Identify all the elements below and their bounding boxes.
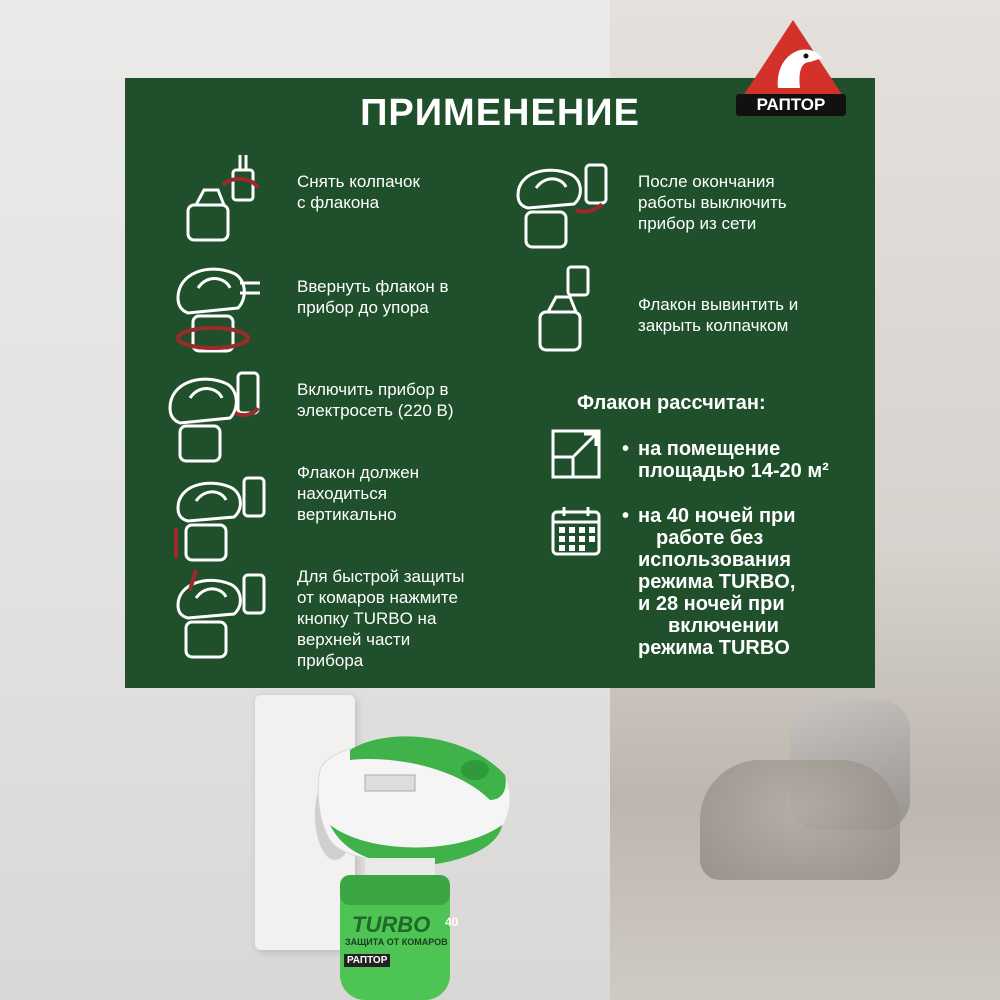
bottle-nights-label: 40 <box>445 915 459 929</box>
step-4-line-2: находиться <box>297 484 387 503</box>
step-4-line-1: Флакон должен <box>297 463 420 482</box>
step-2-text <box>297 276 449 318</box>
step-6-line-1: После окончания <box>638 172 775 191</box>
step-7-text <box>638 294 798 336</box>
step-3-line-1: Включить прибор в <box>297 380 449 399</box>
bottle-brand-label: РАПТОР <box>344 954 390 967</box>
step-3-text <box>297 379 454 421</box>
calendar-icon <box>550 505 602 557</box>
fumigator-device-image <box>310 730 520 1000</box>
calc-nights-line-7: режима TURBO <box>638 637 790 659</box>
turbo-button-icon <box>168 565 268 665</box>
remove-cap-icon <box>178 150 278 250</box>
step-7-line-1: Флакон вывинтить и <box>638 295 799 314</box>
step-5-line-4: верхней части <box>297 630 411 649</box>
step-3-line-2: электросеть (220 В) <box>297 401 454 420</box>
calc-nights-line-1: на 40 ночей при <box>638 505 796 527</box>
calc-nights-line-6: включении <box>668 615 779 637</box>
step-6-line-2: работы выключить <box>638 193 787 212</box>
step-4-line-3: вертикально <box>297 505 397 524</box>
step-5-text <box>297 566 464 671</box>
step-2-line-1: Ввернуть флакон в <box>297 277 449 296</box>
step-4-text <box>297 462 419 525</box>
step-5-line-2: от комаров нажмите <box>297 588 458 607</box>
step-6-line-3: прибор из сети <box>638 214 757 233</box>
calc-area-text <box>638 438 829 482</box>
step-6-text <box>638 171 787 234</box>
screw-bottle-icon <box>168 258 268 358</box>
area-expand-icon <box>550 428 602 480</box>
calc-title: Флакон рассчитан: <box>577 392 766 414</box>
step-5-line-3: кнопку TURBO на <box>297 609 437 628</box>
step-1-line-2: с флакона <box>297 193 380 212</box>
vertical-bottle-icon <box>168 473 268 573</box>
close-cap-icon <box>530 262 630 362</box>
calc-area-line-2: площадью 14-20 м² <box>638 460 829 482</box>
page-title: ПРИМЕНЕНИЕ <box>360 92 640 134</box>
calc-area-line-1: на помещение <box>638 438 781 460</box>
bullet-1: • <box>622 438 630 460</box>
calc-nights-line-2: работе без <box>656 527 764 549</box>
brand-label: РАПТОР <box>736 94 846 116</box>
step-5-line-5: прибора <box>297 651 364 670</box>
calc-nights-line-4: режима TURBO, <box>638 571 796 593</box>
step-1-line-1: Снять колпачок <box>297 172 420 191</box>
bottle-protection-label: ЗАЩИТА ОТ КОМАРОВ <box>345 937 448 947</box>
unplug-icon <box>510 160 610 260</box>
step-2-line-2: прибор до упора <box>297 298 429 317</box>
plug-in-icon <box>160 368 260 468</box>
pouf-blur <box>700 760 900 880</box>
calc-nights-line-5: и 28 ночей при <box>638 593 785 615</box>
calc-nights-text <box>638 505 796 659</box>
calc-nights-line-3: использования <box>638 549 792 571</box>
step-5-line-1: Для быстрой защиты <box>297 567 465 586</box>
step-1-text <box>297 171 420 213</box>
bottle-turbo-label: TURBO <box>352 912 431 937</box>
bullet-2: • <box>622 505 630 527</box>
step-7-line-2: закрыть колпачком <box>638 316 789 335</box>
